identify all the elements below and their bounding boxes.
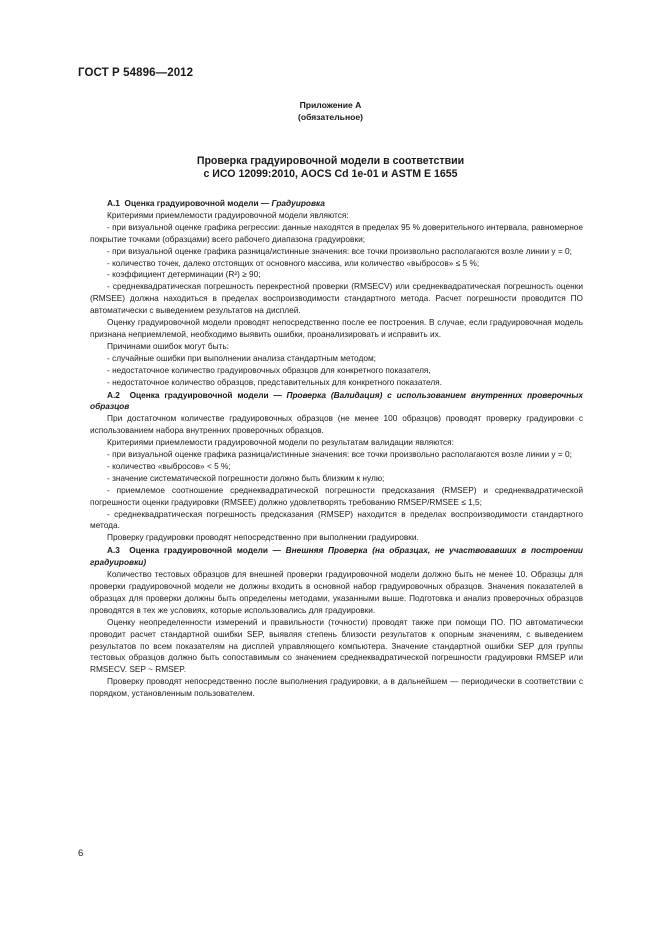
section-number: А.3 <box>107 545 120 556</box>
section-heading-text: Оценка градуировочной модели — <box>129 545 286 556</box>
paragraph: При достаточном количестве градуировочных образцов (не менее 100 образцов) проводят проверку градуировки с использованием набора внутренних проверочных образцов. <box>90 413 583 436</box>
section-heading-emphasis: Градуировка <box>271 198 325 208</box>
list-item: - при визуальной оценке графика регрессии: данные находятся в пределах 95 % доверительного интервала, равномерное покрытие точками (образцами) всего рабочего диапазона градуировки; <box>90 221 583 244</box>
document-body <box>90 197 583 700</box>
section-a2-heading <box>90 390 583 414</box>
list-item: - недостаточное количество образцов, представительных для конкретного показателя. <box>107 376 442 387</box>
paragraph: Количество тестовых образцов для внешней проверки градуировочной модели должно быть не менее 10. Образцы для проверки градуировочной модели не должны входить в основной набор градуировочных образцов. Значения показателей в образцах для проверки должны быть определены методами, указанными выше. Подготовка и анализ проверочных образцов проводятся в тех же условиях, которые использовались для градуировки. <box>90 569 583 615</box>
list-item: - количество «выбросов» < 5 %; <box>107 460 231 471</box>
list-item: - значение систематической погрешности должно быть близким к нулю; <box>107 472 385 483</box>
list-item: - случайные ошибки при выполнении анализа стандартным методом; <box>107 352 376 363</box>
section-heading-emphasis: Проверка (Валидация) с использованием внутренних проверочных образцов <box>90 389 583 412</box>
section-heading-text: Оценка градуировочной модели — <box>124 198 272 208</box>
page-number: 6 <box>78 848 84 859</box>
appendix-title-line-1: Проверка градуировочной модели в соответствии <box>196 155 465 167</box>
section-number: А.2 <box>107 389 120 400</box>
list-item: - приемлемое соотношение среднеквадратической погрешности предсказания (RMSEP) и среднеквадратической погрешности оценки градуировки (RMSEE) должно удовлетворять требованию RMSEP/RMSEE ≤ 1,5; <box>90 484 583 507</box>
annex-status: (обязательное) <box>297 112 364 122</box>
list-item: - при визуальной оценке графика разница/истинные значения: все точки произвольно располагаются возле линии y = 0; <box>107 449 572 460</box>
section-number: А.1 <box>107 198 120 208</box>
list-item: - коэффициент детерминации (R²) ≥ 90; <box>107 269 261 280</box>
paragraph: Проверку проводят непосредственно после выполнения градуировки, а в дальнейшем — периодически в соответствии с порядком, установленным пользователем. <box>90 676 583 699</box>
appendix-title-line-2: с ИСО 12099:2010, AOCS Cd 1e-01 и ASTM E 1655 <box>203 168 458 180</box>
appendix-title <box>78 155 583 181</box>
document-id: ГОСТ Р 54896—2012 <box>78 67 194 79</box>
paragraph: Критериями приемлемости градуировочной модели по результатам валидации являются: <box>107 437 454 448</box>
list-item: - среднеквадратическая погрешность предсказания (RMSEP) находится в пределах воспроизводимости стандартного метода. <box>90 508 583 531</box>
section-heading-text: Оценка градуировочной модели — <box>129 389 287 400</box>
annex-title: Приложение А <box>299 100 362 110</box>
section-a1-heading <box>90 198 583 210</box>
paragraph: Причинами ошибок могут быть: <box>107 340 229 351</box>
paragraph: Критериями приемлемости градуировочной модели являются: <box>107 209 349 220</box>
section-a3-heading <box>90 545 583 569</box>
list-item: - количество точек, далеко отстоящих от основного массива, или количество «выбросов» ≤ 5 %; <box>107 257 480 268</box>
paragraph: Оценку градуировочной модели проводят непосредственно после ее построения. В случае, если градуировочная модель признана неприемлемой, необходимо выявить ошибки, проанализировать и исправить их. <box>90 317 583 339</box>
section-heading-emphasis: Внешняя Проверка (на образцах, не участвовавших в построении градуировки) <box>90 545 583 568</box>
annex-heading <box>78 99 583 123</box>
list-item: - среднеквадратическая погрешность перекрестной проверки (RMSECV) или среднеквадратическая погрешность оценки (RMSEE) должна находиться в пределах воспроизводимости стандартного метода. Расчет погрешности проводится ПО автоматически с выведением результатов на дисплей. <box>90 281 583 316</box>
paragraph: Проверку градуировки проводят непосредственно при выполнении градуировки. <box>107 532 419 543</box>
list-item: - при визуальной оценке графика разница/истинные значения: все точки произвольно располагаются возле линии y = 0; <box>107 245 572 256</box>
paragraph: Оценку неопределенности измерений и правильности (точности) проводят также при помощи ПО. ПО автоматически проводит расчет стандартной ошибки SEP, выявляя степень близости результатов к опорным значениям, с выведением результатов по всем показателям на дисплей управляющего компьютера. Значение стандартной ошибки SEP для группы тестовых образцов должно быть сопоставимым со значением среднеквадратической погрешности градуировки RMSEP или RMSECV. SEP ~ RMSEP. <box>90 616 583 675</box>
list-item: - недостаточное количество градуировочных образцов для конкретного показателя, <box>107 364 431 375</box>
